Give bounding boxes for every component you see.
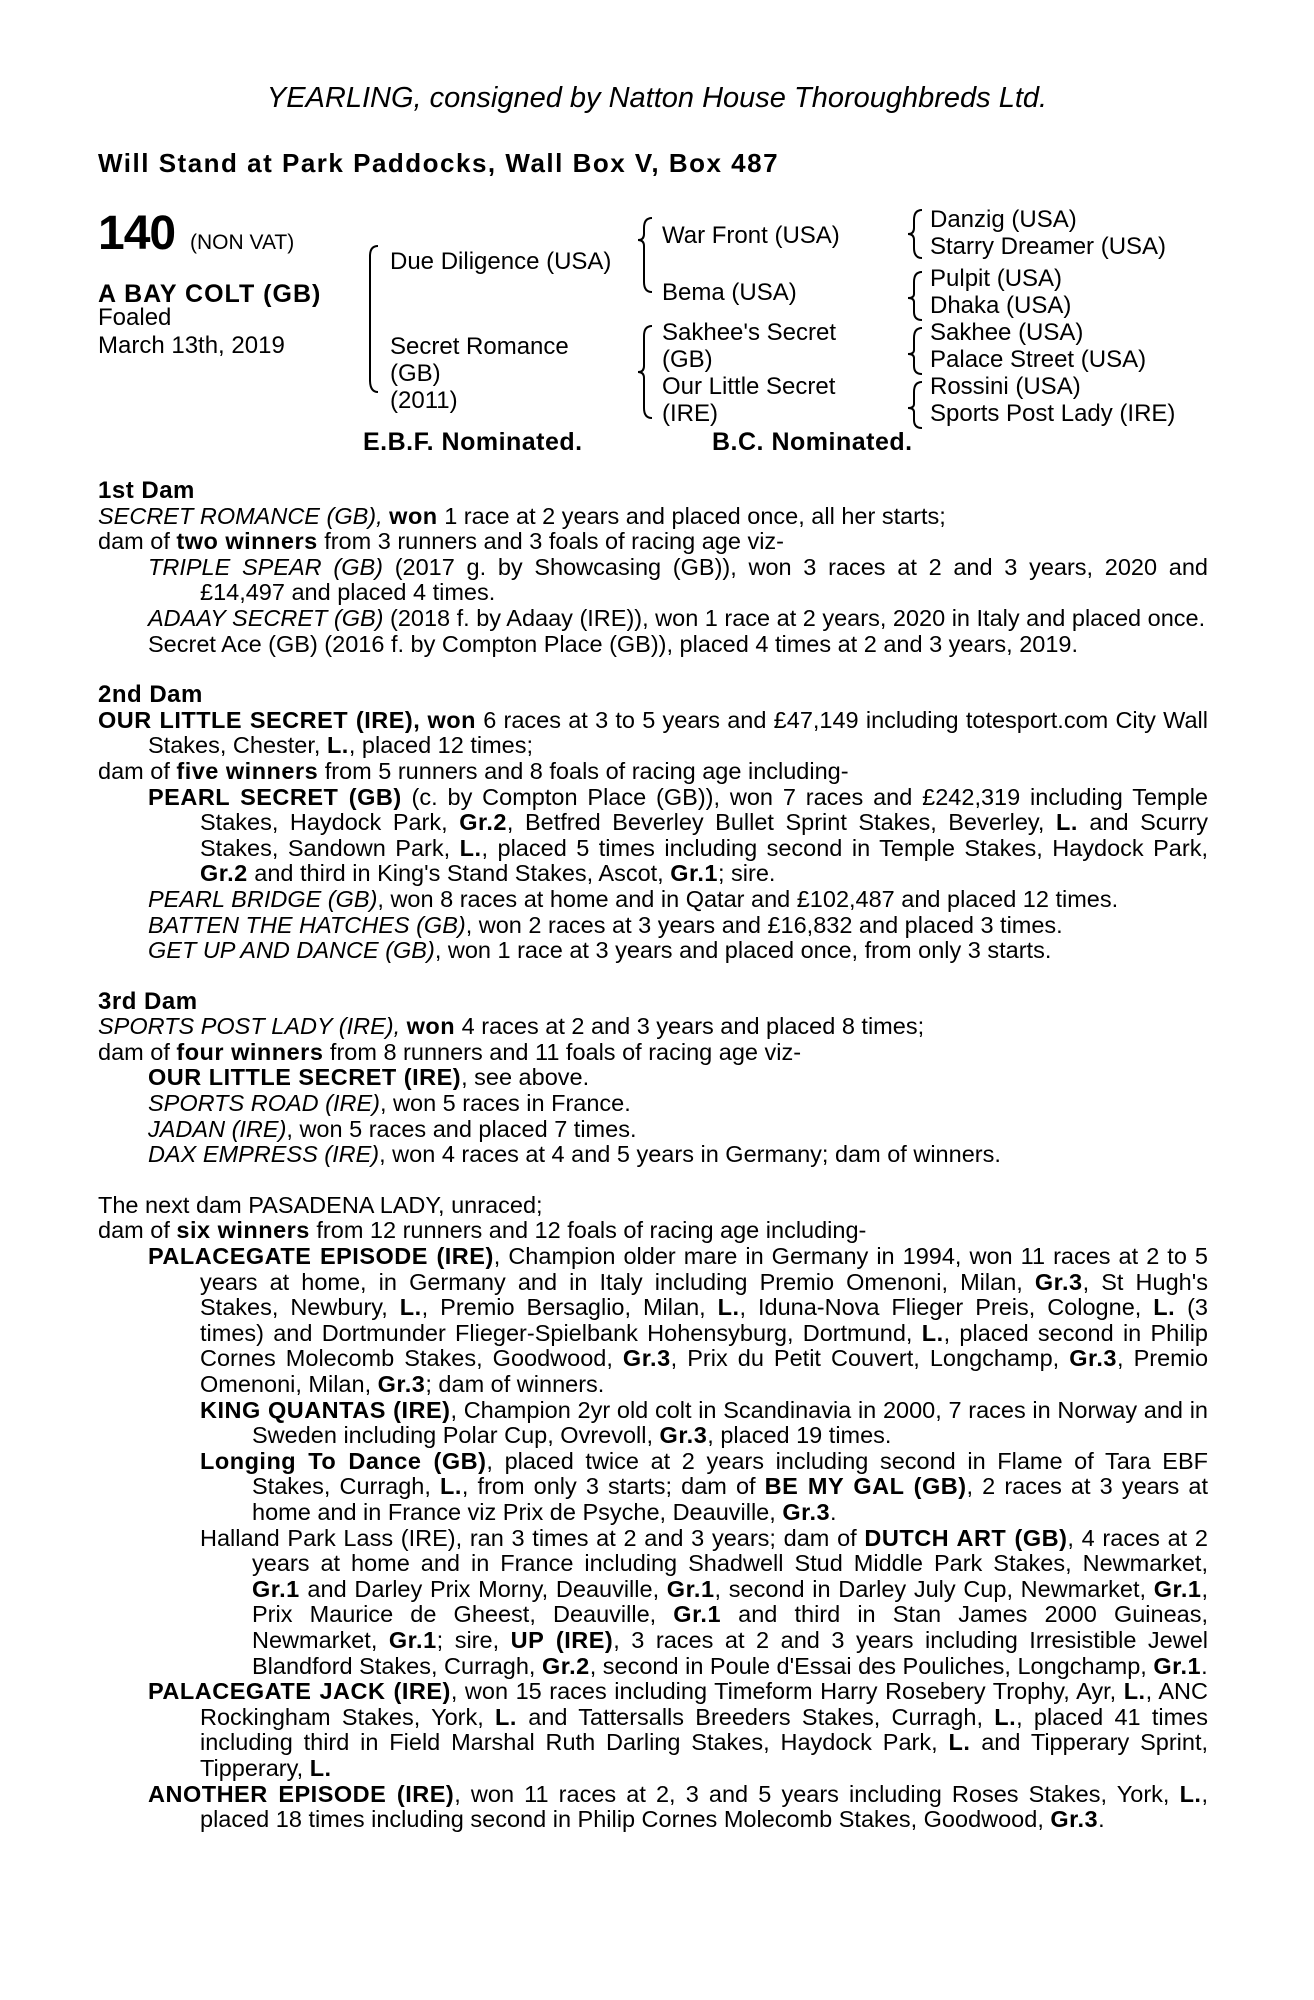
sire-dam-bracket (370, 246, 378, 392)
first-dam-record: SECRET ROMANCE (GB), won 1 race at 2 years and placed once, all her starts; (98, 502, 946, 529)
produce-entry: PALACEGATE JACK (IRE), won 15 races including Timeform Harry Rosebery Trophy, Ayr, L., ANC Rockingham Stakes, York, L. and Tattersalls Breeders Stakes, Curragh, L., placed 41 times including third in Field Marshal Ruth Darling Stakes, Haydock Park, L. and Tipperary Sprint, Tipperary, L. (148, 1678, 1208, 1781)
produce-entry: SPORTS ROAD (IRE), won 5 races in France. (148, 1090, 631, 1117)
produce-entry: DAX EMPRESS (IRE), won 4 races at 4 and 5 years in Germany; dam of winners. (148, 1141, 1001, 1168)
dam-name-line2: (GB) (390, 360, 441, 387)
second-dam-name: OUR LITTLE SECRET (IRE), (98, 706, 421, 733)
third-dam-heading: 3rd Dam (98, 987, 198, 1015)
consignment-line: YEARLING, consigned by Natton House Thoroughbreds Ltd. (266, 82, 1048, 114)
produce-entry: JADAN (IRE), won 5 races and placed 7 times. (148, 1115, 637, 1142)
dam-name (390, 333, 569, 414)
second-dam-heading: 2nd Dam (98, 681, 203, 709)
stand-location: Will Stand at Park Paddocks, Wall Box V, Box 487 (98, 148, 780, 178)
produce-name: PEARL SECRET (GB) (148, 783, 402, 810)
produce-name: ANOTHER EPISODE (IRE) (148, 1780, 455, 1807)
third-dam-record: SPORTS POST LADY (IRE), won 4 races at 2 and 3 years and placed 8 times; (98, 1013, 925, 1040)
produce-entry: Secret Ace (GB) (2016 f. by Compton Place (GB)), placed 4 times at 2 and 3 years, 2019. (148, 630, 1079, 657)
great-grandparent-6: Palace Street (USA) (930, 346, 1147, 373)
produce-name: PALACEGATE EPISODE (IRE) (148, 1243, 494, 1270)
great-grandparent-4: Dhaka (USA) (930, 292, 1072, 319)
granddam-1: Bema (USA) (662, 279, 797, 306)
produce-name: GET UP AND DANCE (GB) (148, 937, 435, 964)
pedigree-brackets (0, 0, 1314, 460)
produce-entry: Halland Park Lass (IRE), ran 3 times at 2 and 3 years; dam of DUTCH ART (GB), 4 races at 2 years at home and in France including Shadwell Stud Middle Park Stakes, Newmarket, Gr.1 and Darley Prix Morny, Deauville, Gr.1, second in Darley July Cup, Newmarket, Gr.1, Prix Maurice de Gheest, Deauville, Gr.1 and third in Stan James 2000 Guineas, Newmarket, Gr.1; sire, UP (IRE), 3 races at 2 and 3 years including Irresistible Jewel Blandford Stakes, Curragh, Gr.2, second in Poule d'Essai des Pouliches, Longchamp, Gr.1. (200, 1524, 1209, 1679)
second-dam-produce-summary: dam of five winners from 5 runners and 8 foals of racing age including- (98, 757, 849, 784)
second-dam-record: OUR LITTLE SECRET (IRE), won 6 races at 3 to 5 years and £47,149 including totesport.com City Wall Stakes, Chester, L., placed 12 times; (98, 706, 1208, 759)
granddam-2-line2: (IRE) (662, 400, 718, 427)
grandsire-2 (662, 319, 836, 373)
produce-name: SPORTS ROAD (IRE) (148, 1090, 380, 1117)
produce-name: PALACEGATE JACK (IRE) (148, 1678, 451, 1705)
dam-year: (2011) (390, 387, 458, 414)
sire-name: Due Diligence (USA) (390, 248, 612, 275)
produce-entry: ANOTHER EPISODE (IRE), won 11 races at 2, 3 and 5 years including Roses Stakes, York, L., placed 18 times including second in Philip Cornes Molecomb Stakes, Goodwood, Gr.3. (148, 1780, 1208, 1833)
produce-name: ADAAY SECRET (GB) (148, 604, 384, 631)
produce-entry: Longing To Dance (GB), placed twice at 2 years including second in Flame of Tara EBF Stakes, Curragh, L., from only 3 starts; dam of BE MY GAL (GB), 2 races at 3 years at home and in France viz Prix de Psyche, Deauville, Gr.3. (200, 1447, 1208, 1525)
ggs1-bracket (908, 210, 922, 258)
dam-family-notes (98, 478, 1208, 1833)
third-dam-produce-summary: dam of four winners from 8 runners and 11 foals of racing age viz- (98, 1038, 802, 1065)
produce-name: DUTCH ART (GB) (864, 1524, 1068, 1551)
foaled-label: Foaled (98, 304, 172, 331)
next-dam-produce-summary: dam of six winners from 12 runners and 12 foals of racing age including- (98, 1217, 867, 1244)
grandsire-2-line1: Sakhee's Secret (662, 319, 837, 346)
produce-name: DAX EMPRESS (IRE) (148, 1141, 380, 1168)
foaled-date: March 13th, 2019 (98, 332, 285, 359)
sire-bracket (638, 218, 652, 292)
third-dam-name: SPORTS POST LADY (IRE), (98, 1013, 401, 1040)
produce-entry: TRIPLE SPEAR (GB) (2017 g. by Showcasing (GB)), won 3 races at 2 and 3 years, 2020 and £14,497 and placed 4 times. (148, 553, 1208, 606)
great-grandparent-8: Sports Post Lady (IRE) (930, 400, 1176, 427)
produce-entry: PEARL SECRET (GB) (c. by Compton Place (GB)), won 7 races and £242,319 including Temple Stakes, Haydock Park, Gr.2, Betfred Beverley Bullet Sprint Stakes, Beverley, L. and Scurry Stakes, Sandown Park, L., placed 5 times including second in Temple Stakes, Haydock Park, Gr.2 and third in King's Stand Stakes, Ascot, Gr.1; sire. (148, 783, 1208, 887)
first-dam-heading: 1st Dam (98, 477, 195, 504)
next-dam-line: The next dam PASADENA LADY, unraced; (98, 1191, 543, 1218)
granddam-2 (662, 373, 835, 427)
ebf-nomination: E.B.F. Nominated. (363, 428, 583, 456)
first-dam-produce-summary: dam of two winners from 3 runners and 3 foals of racing age viz- (98, 528, 784, 555)
great-grandparent-7: Rossini (USA) (930, 373, 1081, 400)
won-label: won (389, 502, 438, 529)
great-grandparent-2: Starry Dreamer (USA) (930, 233, 1167, 260)
produce-entry: PEARL BRIDGE (GB), won 8 races at home and in Qatar and £102,487 and placed 12 times. (148, 885, 1119, 912)
produce-entry: PALACEGATE EPISODE (IRE), Champion older mare in Germany in 1994, won 11 races at 2 to 5 years at home, in Germany and in Italy including Premio Omenoni, Milan, Gr.3, St Hugh's Stakes, Newbury, L., Premio Bersaglio, Milan, L., Iduna-Nova Flieger Preis, Cologne, L. (3 times) and Dortmunder Flieger-Spielbank Hohensyburg, Dortmund, L., placed second in Philip Cornes Molecomb Stakes, Goodwood, Gr.3, Prix du Petit Couvert, Longchamp, Gr.3, Premio Omenoni, Milan, Gr.3; dam of winners. (148, 1243, 1209, 1397)
great-grandparent-5: Sakhee (USA) (930, 319, 1084, 346)
produce-entry: BATTEN THE HATCHES (GB), won 2 races at 3 years and £16,832 and placed 3 times. (148, 911, 1063, 938)
vat-status: (NON VAT) (190, 231, 295, 254)
lot-description: A BAY COLT (GB) (98, 280, 322, 308)
produce-name: Longing To Dance (GB) (200, 1447, 487, 1474)
granddam-2-line1: Our Little Secret (662, 373, 836, 400)
produce-name: OUR LITTLE SECRET (IRE) (148, 1064, 462, 1091)
produce-name: BATTEN THE HATCHES (GB) (148, 911, 466, 938)
produce-entry: GET UP AND DANCE (GB), won 1 race at 3 years and placed once, from only 3 starts. (148, 937, 1052, 964)
grandsire-2-line2: (GB) (662, 346, 713, 373)
produce-entry: OUR LITTLE SECRET (IRE), see above. (148, 1064, 590, 1091)
produce-name: JADAN (IRE) (148, 1115, 287, 1142)
produce-entry: ADAAY SECRET (GB) (2018 f. by Adaay (IRE)), won 1 race at 2 years, 2020 in Italy and placed once. (148, 604, 1206, 631)
lot-number: 140 (98, 207, 176, 260)
dam-name-line1: Secret Romance (390, 333, 569, 360)
great-grandparent-1: Danzig (USA) (930, 206, 1077, 233)
great-grandparent-3: Pulpit (USA) (930, 265, 1063, 292)
dam-bracket (638, 326, 652, 418)
bc-nomination: B.C. Nominated. (712, 428, 913, 456)
produce-name: PEARL BRIDGE (GB) (148, 885, 378, 912)
produce-name: KING QUANTAS (IRE) (200, 1396, 451, 1423)
produce-name: TRIPLE SPEAR (GB) (148, 553, 383, 580)
produce-entry: KING QUANTAS (IRE), Champion 2yr old colt in Scandinavia in 2000, 7 races in Norway and in Sweden including Polar Cup, Ovrevoll, Gr.3, placed 19 times. (200, 1396, 1208, 1449)
first-dam-name: SECRET ROMANCE (GB), (98, 502, 383, 529)
grandsire-1: War Front (USA) (662, 222, 840, 249)
